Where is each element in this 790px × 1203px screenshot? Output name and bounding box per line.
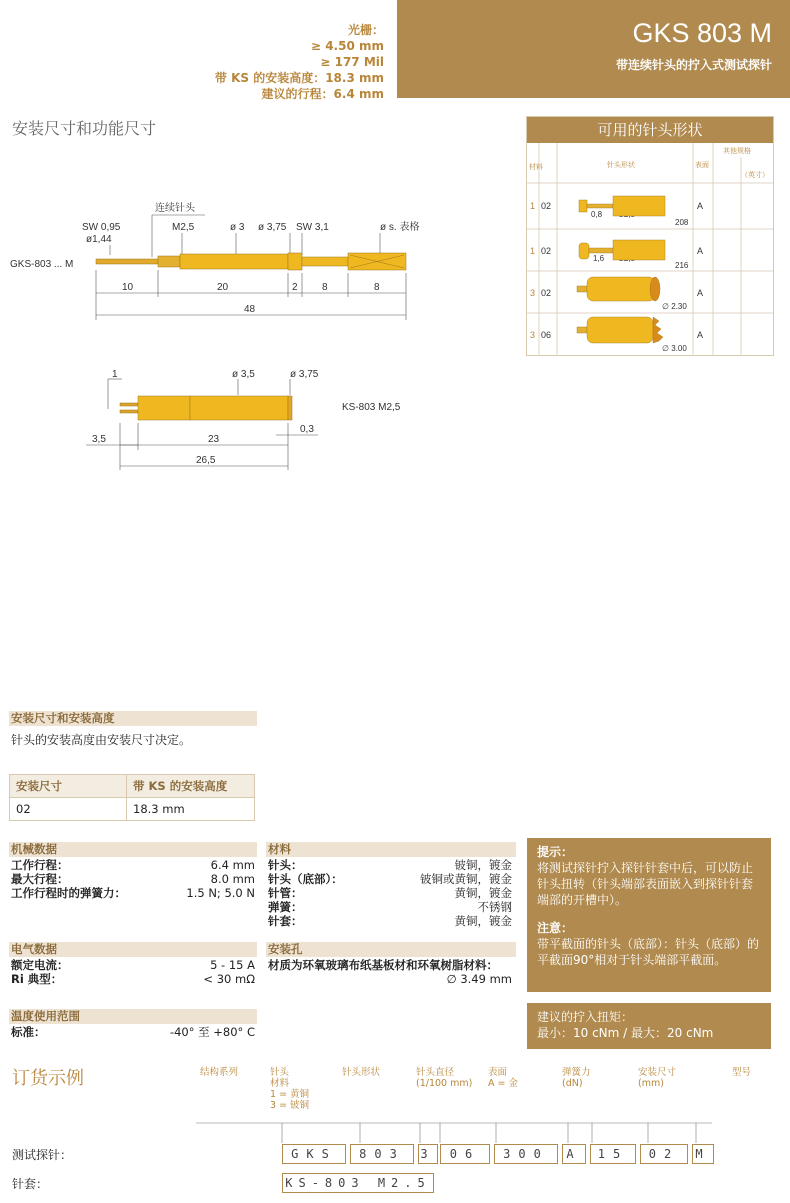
label-03: 0,3 bbox=[300, 424, 314, 435]
mech-value: 8.0 mm bbox=[210, 872, 255, 886]
hole-value: ∅ 3.49 mm bbox=[446, 972, 512, 986]
col-surface: 表面 bbox=[695, 162, 709, 169]
torque-box bbox=[527, 1003, 771, 1049]
tip-shapes-grid bbox=[527, 143, 773, 355]
tip1-dim-a: 0,8 bbox=[591, 210, 603, 219]
mat-value: 黄铜，镀金 bbox=[454, 914, 512, 928]
elec-label: 额定电流： bbox=[11, 958, 69, 972]
order-probe-label: 测试探针： bbox=[12, 1148, 73, 1162]
tip4-dim: ∅ 3.00 bbox=[662, 344, 687, 353]
order-label-shape: 针头形状 bbox=[342, 1067, 381, 1078]
label-d3: ø 3 bbox=[230, 222, 245, 233]
order-label-series: 结构系列 bbox=[200, 1067, 239, 1078]
tip2-mat: 1 bbox=[530, 246, 536, 256]
dim-total-48: 48 bbox=[244, 304, 256, 315]
mat-label: 针头（底部）： bbox=[268, 872, 343, 886]
col-inch: （英寸） bbox=[741, 172, 769, 179]
dim-seg-8b: 8 bbox=[374, 282, 380, 293]
order-box-size: 02 bbox=[640, 1144, 688, 1164]
mat-value: 铍铜，镀金 bbox=[454, 858, 512, 872]
hint-title: 提示： bbox=[537, 845, 574, 859]
hole-text: 材质为环氧玻璃布纸基板材和环氧树脂材料： bbox=[268, 958, 498, 972]
order-box-spring: 15 bbox=[590, 1144, 636, 1164]
order-label-material: 针头 材料 1 = 黄铜 3 = 铍铜 bbox=[270, 1067, 310, 1111]
mat-label: 弹簧： bbox=[268, 900, 303, 914]
label-sw31: SW 3,1 bbox=[296, 222, 329, 233]
spec-grid-mm: ≥ 4.50 mm bbox=[310, 39, 384, 53]
drawing2-label: KS-803 M2,5 bbox=[342, 402, 401, 413]
mat-value: 铍铜或黄铜，镀金 bbox=[420, 872, 512, 886]
dim-265: 26,5 bbox=[196, 455, 216, 466]
tip1-len: 208 bbox=[675, 218, 689, 227]
tip3-code: 02 bbox=[541, 288, 552, 298]
dim-35: 3,5 bbox=[92, 434, 106, 445]
spec-list bbox=[215, 22, 384, 102]
torque-text: 最小：10 cNm / 最大：20 cNm bbox=[537, 1026, 714, 1040]
tip1-code: 02 bbox=[541, 201, 552, 211]
order-box-surface: A bbox=[562, 1144, 586, 1164]
hint-box bbox=[527, 838, 771, 992]
order-guide-lines bbox=[0, 1115, 790, 1145]
install-height-value: 18.3 mm bbox=[127, 798, 255, 821]
spec-grid-label: 光栅： bbox=[347, 23, 384, 37]
order-label-type: 型号 bbox=[732, 1067, 752, 1078]
tip4-surf: A bbox=[697, 330, 704, 340]
label-ds-table: ø s. 表格 bbox=[380, 222, 420, 233]
install-col-size: 安装尺寸 bbox=[10, 775, 127, 798]
electrical-title: 电气数据 bbox=[9, 942, 257, 957]
mat-label: 针套： bbox=[268, 914, 303, 928]
dim-seg-10: 10 bbox=[122, 282, 134, 293]
mech-label: 最大行程： bbox=[11, 872, 69, 886]
spec-grid-mil: ≥ 177 Mil bbox=[320, 55, 384, 69]
order-box-model: 803 bbox=[350, 1144, 414, 1164]
hole-title: 安装孔 bbox=[266, 942, 516, 957]
tip2-code: 02 bbox=[541, 246, 552, 256]
socket-drawing bbox=[0, 365, 520, 475]
tip2-dim-a: 1,6 bbox=[593, 254, 605, 263]
label-m25: M2,5 bbox=[172, 222, 195, 233]
dim-seg-20: 20 bbox=[217, 282, 229, 293]
dims-section-title: 安装尺寸和功能尺寸 bbox=[12, 119, 157, 138]
tip-shape-4 bbox=[577, 317, 663, 343]
note-text: 带平截面的针头（底部）：针头（底部）的平截面90°相对于针头端部平截面。 bbox=[537, 937, 760, 967]
tip2-surf: A bbox=[697, 246, 704, 256]
tip-shape-2 bbox=[579, 240, 665, 260]
label-d375b: ø 3,75 bbox=[290, 369, 319, 380]
col-other: 其他规格 bbox=[723, 148, 751, 155]
tip-shape-3 bbox=[577, 277, 660, 301]
mat-label: 针头： bbox=[268, 858, 303, 872]
tip-shapes-title: 可用的针头形状 bbox=[527, 117, 773, 143]
tip3-dim: ∅ 2.30 bbox=[662, 302, 687, 311]
col-material: 材料 bbox=[529, 164, 543, 171]
spec-install-height: 带 KS 的安装高度：18.3 mm bbox=[214, 71, 384, 85]
order-title: 订货示例 bbox=[12, 1068, 84, 1089]
order-box-series: GKS bbox=[282, 1144, 346, 1164]
install-text: 针头的安装高度由安装尺寸决定。 bbox=[11, 733, 192, 747]
order-box-material: 3 bbox=[418, 1144, 438, 1164]
label-1: 1 bbox=[112, 369, 118, 380]
probe-drawing bbox=[0, 195, 520, 325]
mechanical-title: 机械数据 bbox=[9, 842, 257, 857]
note-title: 注意： bbox=[537, 921, 574, 935]
spec-stroke: 建议的行程：6.4 mm bbox=[261, 87, 384, 101]
order-box-type: M bbox=[692, 1144, 714, 1164]
temp-value: -40° 至 +80° C bbox=[169, 1025, 255, 1039]
temperature-title: 温度使用范围 bbox=[9, 1009, 257, 1024]
order-label-diameter: 针头直径 (1/100 mm) bbox=[416, 1067, 473, 1089]
label-sw095: SW 0,95 bbox=[82, 222, 121, 233]
electrical-list bbox=[11, 958, 255, 986]
tip4-code: 06 bbox=[541, 330, 552, 340]
dim-seg-2: 2 bbox=[292, 282, 298, 293]
product-subtitle: 带连续针头的拧入式测试探针 bbox=[615, 58, 772, 72]
install-title: 安装尺寸和安装高度 bbox=[9, 711, 257, 726]
tip1-surf: A bbox=[697, 201, 704, 211]
install-table bbox=[9, 774, 255, 821]
mech-label: 工作行程： bbox=[11, 858, 69, 872]
elec-value: < 30 mΩ bbox=[203, 972, 255, 986]
tip3-mat: 3 bbox=[530, 288, 536, 298]
col-shape: 针头形状 bbox=[607, 162, 635, 169]
mech-value: 6.4 mm bbox=[210, 858, 255, 872]
mech-value: 1.5 N; 5.0 N bbox=[186, 886, 255, 900]
label-d375: ø 3,75 bbox=[258, 222, 287, 233]
order-label-surface: 表面 A = 金 bbox=[488, 1067, 518, 1089]
label-d35: ø 3,5 bbox=[232, 369, 255, 380]
install-col-height: 带 KS 的安装高度 bbox=[127, 775, 255, 798]
hint-text: 将测试探针拧入探针针套中后，可以防止针头扭转（针头端部表面嵌入到探针针套端部的开槽中）。 bbox=[537, 861, 754, 907]
elec-value: 5 - 15 A bbox=[210, 958, 255, 972]
order-label-size: 安装尺寸 (mm) bbox=[638, 1067, 677, 1089]
label-d144: ø1,44 bbox=[86, 234, 112, 245]
mechanical-list bbox=[11, 858, 255, 900]
elec-label: Ri 典型： bbox=[11, 972, 63, 986]
label-continuous-tip: 连续针头 bbox=[155, 203, 195, 214]
torque-title: 建议的拧入扭矩： bbox=[537, 1010, 634, 1024]
temp-label: 标准： bbox=[11, 1025, 46, 1039]
header-banner bbox=[397, 0, 790, 98]
order-box-shape: 06 bbox=[440, 1144, 490, 1164]
mat-label: 针管： bbox=[268, 886, 303, 900]
tip1-mat: 1 bbox=[530, 201, 536, 211]
order-label-spring: 弹簧力 (dN) bbox=[562, 1067, 591, 1089]
dim-23: 23 bbox=[208, 434, 220, 445]
tip3-surf: A bbox=[697, 288, 704, 298]
tip2-len: 216 bbox=[675, 261, 689, 270]
install-size-value: 02 bbox=[10, 798, 127, 821]
mat-value: 黄铜，镀金 bbox=[454, 886, 512, 900]
material-list bbox=[268, 858, 512, 928]
temperature-list bbox=[11, 1025, 255, 1039]
mat-value: 不锈钢 bbox=[477, 900, 512, 914]
dim-seg-8a: 8 bbox=[322, 282, 328, 293]
tip-shapes-table bbox=[526, 116, 774, 356]
order-box-diameter: 300 bbox=[494, 1144, 558, 1164]
drawing1-label: GKS-803 ... M bbox=[10, 259, 74, 270]
material-title: 材料 bbox=[266, 842, 516, 857]
order-box-socket: KS-803 M2.5 bbox=[282, 1173, 434, 1193]
mech-label: 工作行程时的弹簧力： bbox=[11, 886, 126, 900]
product-title: GKS 803 M bbox=[632, 18, 772, 48]
order-socket-label: 针套： bbox=[12, 1177, 49, 1191]
tip4-mat: 3 bbox=[530, 330, 536, 340]
